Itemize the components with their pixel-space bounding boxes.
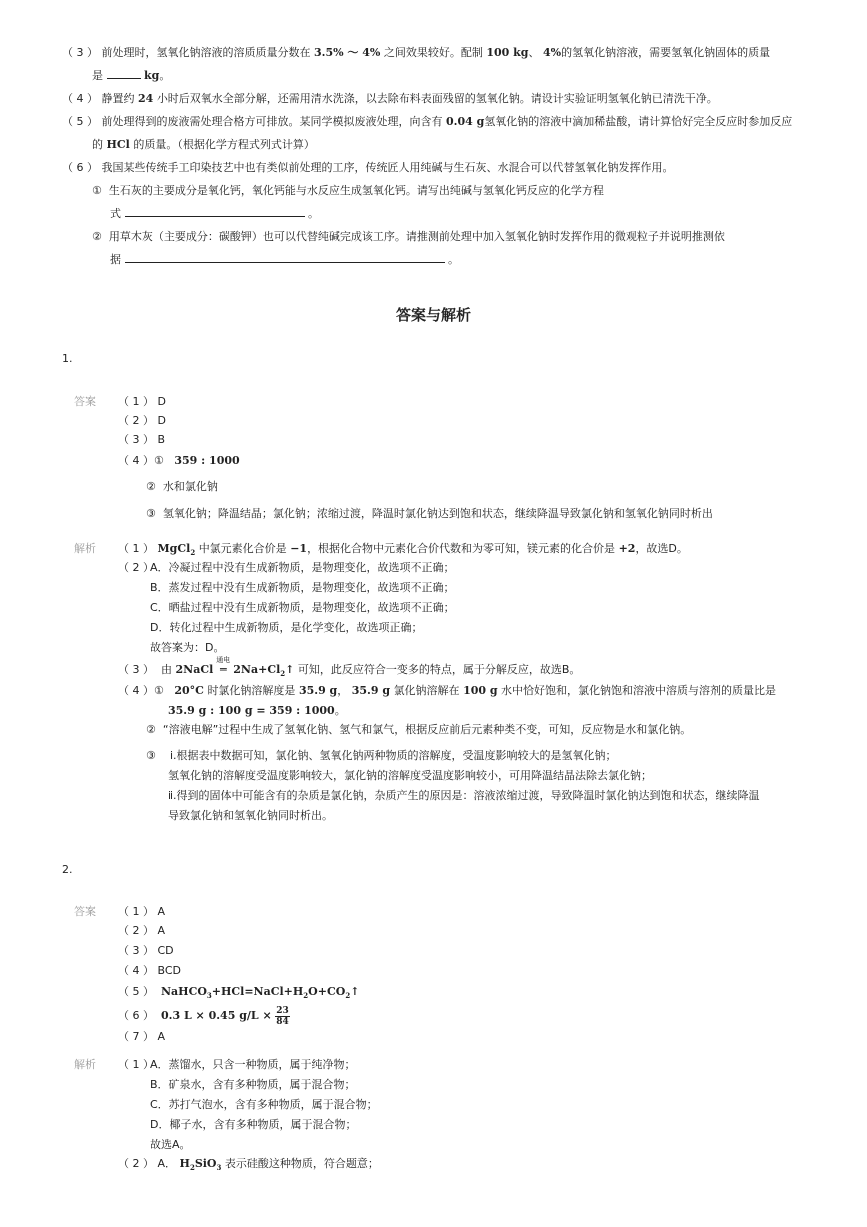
item-1-answer-2: （ 2 ） D <box>118 414 166 427</box>
item-2-answer-1: （ 1 ） A <box>118 905 166 918</box>
item-1-explain-3: （ 3 ） 由 2NaCl 通电 ═ $2Na+Cl_2↑$ 可知，此反应符合一变多的特点，属于分解反应，故选B。 <box>118 656 581 679</box>
item-1-explain-2-line: A．冷凝过程中没有生成新物质，是物理变化，故选项不正确； <box>150 561 455 574</box>
item-1-explain-1: （ 1 ） MgCl$_2$ 中氯元素化合价是 −1，根据化合物中元素化合价代数和为零可知，镁元素的化合价是 +2，故选D。 <box>118 542 688 558</box>
item-1-explain-4-1: （ 4 ）① 20°C 时氯化钠溶解度是 35.9 g， 35.9 g 氯化钠溶解在 100 g 水中恰好饱和，氯化钠饱和溶液中溶质与溶剂的质量比是 <box>118 684 777 697</box>
item-1-explain-4-3-mark: ③ <box>146 749 156 762</box>
answer-blank <box>125 262 445 263</box>
question-3-line-1: （ 3 ） 前处理时，氢氧化钠溶液的溶质质量分数在 3.5% ～ 4% 之间效果较好。配制 100 kg、 4%的氢氧化钠溶液，需要氢氧化钠固体的质量 <box>62 46 771 59</box>
fraction: $\frac{23}{84}$ <box>276 1005 289 1027</box>
section-title: 答案与解析 <box>395 306 471 324</box>
item-1-explain-4-3-line: ⅱ.得到的固体中可能含有的杂质是氯化钠，杂质产生的原因是：溶液浓缩过渡，导致降温时氯化钠达到饱和状态，继续降温 <box>168 789 760 802</box>
question-3-line-2: 是 kg。 <box>92 69 171 82</box>
reaction-arrow: 通电 ═ <box>216 656 231 676</box>
question-6-intro: （ 6 ） 我国某些传统手工印染技艺中也有类似前处理的工序，传统匠人用纯碱与生石灰、水混合可以代替氢氧化钠发挥作用。 <box>62 161 674 174</box>
item-2-explain-1-num: （ 1 ） <box>118 1058 154 1071</box>
answer-blank <box>107 78 141 79</box>
item-2-explain-1-line: D．椰子水，含有多种物质，属于混合物； <box>150 1118 357 1131</box>
question-5-line-2: 的 HCl 的质量。（根据化学方程式列式计算） <box>92 138 315 151</box>
item-1-explain-2-line: D．转化过程中生成新物质，是化学变化，故选项正确； <box>150 621 423 634</box>
item-2-analysis-tag: 解析 <box>74 1058 96 1071</box>
item-1-label: 1. <box>62 352 73 365</box>
item-1-explain-2-line: 故答案为：D。 <box>150 641 225 654</box>
item-2-answer-6: （ 6 ） 0.3 L × 0.45 g/L × $\frac{23}{84}$ <box>118 1005 289 1027</box>
item-1-analysis-tag: 解析 <box>74 542 96 555</box>
item-2-explain-1-line: 故选A。 <box>150 1138 191 1151</box>
item-1-explain-4-3-line: 导致氯化钠和氢氧化钠同时析出。 <box>168 809 333 822</box>
item-1-answer-3: （ 3 ） B <box>118 433 166 446</box>
answer-blank <box>125 216 305 217</box>
question-6-sub-2-line-1: ② 用草木灰（主要成分：碳酸钾）也可以代替纯碱完成该工序。请推测前处理中加入氢氧化钠时发挥作用的微观粒子并说明推测依 <box>92 230 725 243</box>
item-1-answer-4-2: ② 水和氯化钠 <box>146 480 218 493</box>
item-2-answer-tag: 答案 <box>74 905 96 918</box>
item-1-explain-4-3-line: 氢氧化钠的溶解度受温度影响较大，氯化钠的溶解度受温度影响较小，可用降温结晶法除去氯化钠； <box>168 769 652 782</box>
question-6-sub-1-line-1: ① 生石灰的主要成分是氧化钙，氧化钙能与水反应生成氢氧化钙。请写出纯碱与氢氧化钙反应的化学方程 <box>92 184 604 197</box>
item-2-label: 2. <box>62 863 73 876</box>
item-1-explain-2-line: C．晒盐过程中没有生成新物质，是物理变化，故选项不正确； <box>150 601 455 614</box>
item-1-explain-4-3-line: ⅰ.根据表中数据可知，氯化钠、氢氧化钠两种物质的溶解度，受温度影响较大的是氢氧化钠； <box>170 749 617 762</box>
item-2-answer-5: （ 5 ） $NaHCO_3+HCl=NaCl+H_2O+CO_2↑$ <box>118 985 360 1001</box>
item-2-answer-4: （ 4 ） BCD <box>118 964 182 977</box>
item-1-answer-1: （ 1 ） D <box>118 395 166 408</box>
question-4: （ 4 ） 静置约 24 小时后双氧水全部分解，还需用清水洗涤，以去除布料表面残留的氢氧化钠。请设计实验证明氢氧化钠已清洗干净。 <box>62 92 718 105</box>
item-1-answer-tag: 答案 <box>74 395 96 408</box>
item-2-explain-2: （ 2 ） A． $H_2SiO_3$ 表示硅酸这种物质，符合题意； <box>118 1157 379 1173</box>
item-2-answer-3: （ 3 ） CD <box>118 944 174 957</box>
item-2-answer-2: （ 2 ） A <box>118 924 166 937</box>
item-1-explain-4-1-ratio: 35.9 g : 100 g = 359 : 1000。 <box>168 704 346 717</box>
item-1-explain-2-line: B．蒸发过程中没有生成新物质，是物理变化，故选项不正确； <box>150 581 455 594</box>
item-1-answer-4-3: ③ 氢氧化钠；降温结晶；氯化钠；浓缩过渡，降温时氯化钠达到饱和状态，继续降温导致氯化钠和氢氧化钠同时析出 <box>146 507 713 520</box>
question-6-sub-2-line-2: 据 。 <box>110 253 459 266</box>
question-6-sub-1-line-2: 式 。 <box>110 207 319 220</box>
item-2-explain-1-line: B．矿泉水，含有多种物质，属于混合物； <box>150 1078 356 1091</box>
item-2-answer-7: （ 7 ） A <box>118 1030 166 1043</box>
item-2-explain-1-line: C．苏打气泡水，含有多种物质，属于混合物； <box>150 1098 378 1111</box>
item-2-explain-1-line: A．蒸馏水，只含一种物质，属于纯净物； <box>150 1058 356 1071</box>
question-5-line-1: （ 5 ） 前处理得到的废液需处理合格方可排放。某同学模拟废液处理，向含有 0.04 g氢氧化钠的溶液中滴加稀盐酸，请计算恰好完全反应时参加反应 <box>62 115 793 128</box>
item-1-answer-4-1: （ 4 ）① 359 : 1000 <box>118 454 240 467</box>
item-1-explain-2-num: （ 2 ） <box>118 561 154 574</box>
item-1-explain-4-2: ② “溶液电解”过程中生成了氢氧化钠、氢气和氯气，根据反应前后元素种类不变，可知，反应物是水和氯化钠。 <box>146 723 692 736</box>
